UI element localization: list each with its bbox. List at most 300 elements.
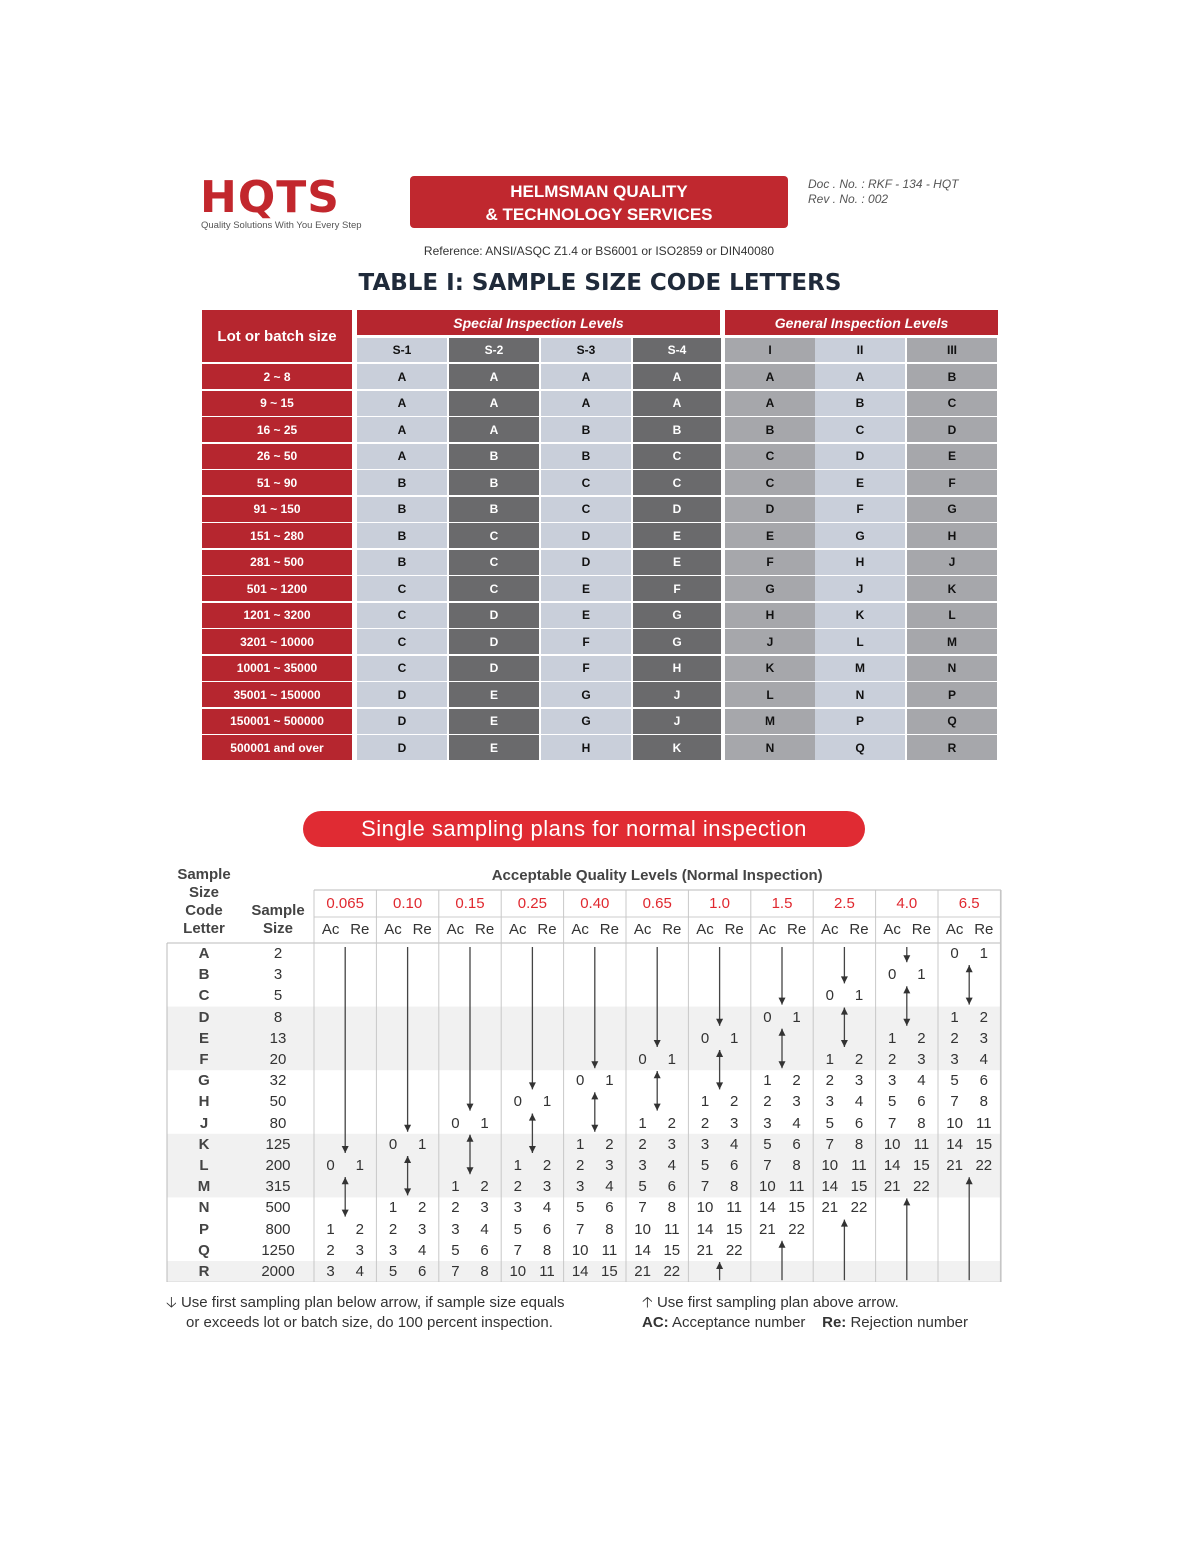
code-letter-cell: A — [633, 391, 721, 416]
code-letter-cell: F — [725, 550, 815, 575]
single-sampling-title: Single sampling plans for normal inspection — [303, 811, 865, 847]
acceptance-number: 3 — [825, 1093, 834, 1111]
sample-size-cell: 3 — [273, 966, 283, 984]
acceptance-number: 0 — [888, 966, 897, 984]
lot-size-cell: 10001 ~ 35000 — [202, 656, 352, 681]
re-column-header: Re — [974, 921, 994, 938]
acceptance-number: 10 — [509, 1263, 527, 1280]
acceptance-number: 5 — [700, 1157, 710, 1174]
acceptance-number: 3 — [888, 1072, 897, 1090]
acceptance-number: 3 — [513, 1199, 522, 1217]
re-column-header: Re — [599, 921, 619, 938]
code-letter-b: B — [198, 966, 210, 984]
rev-number: Rev . No. : 002 — [808, 192, 889, 206]
lot-size-cell: 150001 ~ 500000 — [202, 709, 352, 734]
rejection-number: 4 — [542, 1199, 552, 1217]
rejection-number: 6 — [542, 1220, 552, 1238]
rejection-number: 15 — [913, 1157, 930, 1174]
code-letter-a: A — [198, 945, 210, 962]
table1-title: TABLE I: SAMPLE SIZE CODE LETTERS — [358, 270, 842, 296]
acceptance-number: 7 — [950, 1093, 959, 1111]
rejection-number: 3 — [854, 1072, 864, 1090]
rejection-number: 8 — [480, 1263, 489, 1280]
rejection-number: 1 — [542, 1093, 552, 1111]
code-letter-cell: E — [449, 709, 539, 734]
down-arrow-icon — [966, 998, 973, 1005]
down-arrow-icon — [467, 1104, 474, 1111]
acceptance-number: 3 — [638, 1157, 647, 1174]
code-letter-header: Letter — [183, 920, 225, 937]
code-letter-cell: C — [357, 629, 447, 654]
aql-level-1.5: 1.5 — [771, 895, 793, 912]
acceptance-number: 3 — [451, 1220, 460, 1238]
rejection-number: 4 — [480, 1220, 489, 1238]
re-column-header: Re — [475, 921, 495, 938]
code-letter-header: Code — [185, 902, 223, 919]
sample-size-cell: 20 — [269, 1051, 287, 1068]
lot-size-cell: 281 ~ 500 — [202, 550, 352, 575]
code-letter-cell: D — [449, 629, 539, 654]
acceptance-number: 21 — [946, 1157, 963, 1174]
code-letter-cell: D — [357, 735, 447, 760]
code-letter-cell: B — [357, 550, 447, 575]
aql-level-0.40: 0.40 — [580, 895, 610, 912]
rejection-number: 15 — [850, 1178, 868, 1196]
code-letter-cell: A — [357, 391, 447, 416]
aql-header: Acceptable Quality Levels (Normal Inspection) — [491, 867, 823, 884]
code-letter-cell: E — [541, 576, 631, 601]
ac-column-header: Ac — [633, 921, 652, 938]
acceptance-number: 3 — [326, 1263, 335, 1280]
re-column-header: Re — [350, 921, 370, 938]
rejection-number: 2 — [730, 1093, 739, 1111]
level-header-i: I — [725, 338, 815, 362]
level-header-s-2: S-2 — [449, 338, 539, 362]
acceptance-number: 3 — [576, 1178, 585, 1196]
up-arrow-note: Use first sampling plan above arrow. — [656, 1294, 899, 1311]
ac-column-header: Ac — [571, 921, 589, 938]
code-letter-cell: A — [357, 444, 447, 469]
rejection-number: 1 — [418, 1135, 427, 1153]
down-arrow-icon — [591, 1125, 598, 1132]
rejection-number: 11 — [663, 1220, 680, 1238]
code-letter-cell: A — [541, 364, 631, 389]
code-letter-cell: A — [725, 391, 815, 416]
ac-column-header: Ac — [696, 921, 714, 938]
code-letter-cell: C — [633, 444, 721, 469]
rejection-number: 3 — [730, 1114, 739, 1132]
acceptance-number: 5 — [513, 1220, 522, 1238]
re-column-header: Re — [537, 921, 557, 938]
rejection-number: 2 — [605, 1135, 614, 1153]
acceptance-number: 10 — [883, 1135, 901, 1153]
acceptance-number: 2 — [888, 1051, 897, 1068]
code-letter-cell: B — [815, 391, 905, 416]
down-arrow-icon — [841, 976, 848, 983]
re-column-header: Re — [412, 921, 432, 938]
acceptance-number: 5 — [888, 1093, 897, 1111]
code-letter-r: R — [198, 1263, 210, 1280]
level-header-iii: III — [907, 338, 997, 362]
lot-size-cell: 9 ~ 15 — [202, 391, 352, 416]
lot-size-cell: 26 ~ 50 — [202, 444, 352, 469]
sample-size-header: Size — [262, 920, 293, 937]
company-logo: HQTS — [200, 172, 340, 223]
acceptance-number: 0 — [638, 1051, 647, 1068]
sample-size-cell: 5 — [273, 987, 283, 1005]
code-letter-cell: D — [907, 417, 997, 442]
acceptance-number: 2 — [950, 1029, 959, 1047]
rejection-number: 3 — [979, 1029, 988, 1047]
code-letter-cell: K — [907, 576, 997, 601]
rejection-number: 11 — [913, 1135, 930, 1153]
code-letter-cell: K — [815, 603, 905, 628]
rejection-number: 4 — [917, 1072, 926, 1090]
down-arrow-icon — [903, 955, 910, 962]
single-sampling-table — [166, 862, 1006, 1282]
code-letter-cell: P — [907, 682, 997, 707]
code-letter-cell: H — [725, 603, 815, 628]
rejection-number: 22 — [913, 1178, 930, 1196]
rejection-number: 1 — [730, 1029, 739, 1047]
code-letter-cell: J — [725, 629, 815, 654]
code-letter-cell: A — [633, 364, 721, 389]
code-letter-cell: D — [357, 709, 447, 734]
code-letter-n: N — [198, 1199, 210, 1217]
rejection-number: 1 — [979, 945, 988, 962]
code-letter-cell: B — [725, 417, 815, 442]
down-arrow-icon — [529, 1082, 536, 1089]
code-letter-cell: H — [907, 523, 997, 548]
ac-column-header: Ac — [945, 921, 964, 938]
sample-size-cell: 2000 — [261, 1263, 295, 1280]
code-letter-cell: Q — [907, 709, 997, 734]
rejection-number: 6 — [979, 1072, 988, 1090]
code-letter-cell: J — [633, 682, 721, 707]
down-arrow-icon — [342, 1210, 349, 1217]
lot-size-cell: 151 ~ 280 — [202, 523, 352, 548]
up-arrow-icon — [779, 1241, 786, 1248]
up-arrow-icon — [591, 1092, 598, 1099]
re-key: Re: — [822, 1314, 847, 1331]
rejection-number: 4 — [792, 1114, 801, 1132]
lot-size-cell: 16 ~ 25 — [202, 417, 352, 442]
ac-column-header: Ac — [321, 921, 340, 938]
sample-size-cell: 13 — [269, 1029, 287, 1047]
up-arrow-icon — [903, 986, 910, 993]
rejection-number: 8 — [730, 1178, 739, 1196]
company-name-line2: & TECHNOLOGY SERVICES — [485, 205, 713, 224]
rejection-number: 6 — [854, 1114, 864, 1132]
rejection-number: 4 — [605, 1178, 614, 1196]
code-letter-cell: D — [815, 444, 905, 469]
doc-number: Doc . No. : RKF - 134 - HQT — [808, 177, 959, 191]
rejection-number: 22 — [663, 1263, 681, 1280]
acceptance-number: 0 — [451, 1114, 460, 1132]
code-letter-cell: J — [633, 709, 721, 734]
code-letter-cell: C — [449, 576, 539, 601]
code-letter-cell: M — [815, 656, 905, 681]
aql-level-0.15: 0.15 — [455, 895, 485, 912]
rejection-number: 2 — [667, 1114, 676, 1132]
acceptance-number: 5 — [950, 1072, 959, 1090]
acceptance-number: 21 — [821, 1199, 839, 1217]
code-letter-cell: C — [815, 417, 905, 442]
code-letter-cell: C — [357, 603, 447, 628]
down-arrow-note-line2: or exceeds lot or batch size, do 100 percent inspection. — [186, 1314, 553, 1331]
rejection-number: 2 — [480, 1178, 489, 1196]
rejection-number: 3 — [480, 1199, 489, 1217]
code-letter-cell: F — [907, 470, 997, 495]
acceptance-number: 1 — [638, 1114, 647, 1132]
acceptance-number: 5 — [825, 1114, 834, 1132]
acceptance-number: 5 — [576, 1199, 585, 1217]
aql-level-1.0: 1.0 — [709, 895, 731, 912]
sample-size-cell: 315 — [265, 1178, 291, 1196]
sample-size-cell: 8 — [273, 1008, 283, 1026]
rejection-number: 4 — [730, 1135, 739, 1153]
sample-size-cell: 2 — [273, 945, 283, 962]
rejection-number: 15 — [725, 1220, 743, 1238]
aql-level-0.25: 0.25 — [517, 895, 547, 912]
code-letter-cell: B — [449, 470, 539, 495]
code-letter-cell: R — [907, 735, 997, 760]
rejection-number: 1 — [355, 1157, 364, 1174]
code-letter-cell: D — [449, 656, 539, 681]
code-letter-h: H — [198, 1093, 210, 1111]
down-arrow-icon — [654, 1104, 661, 1111]
ac-column-header: Ac — [384, 921, 402, 938]
sample-size-code-table — [202, 310, 998, 759]
acceptance-number: 21 — [634, 1263, 651, 1280]
up-arrow-icon — [841, 1220, 848, 1227]
down-arrow-icon — [716, 1082, 723, 1089]
re-column-header: Re — [911, 921, 931, 938]
rejection-number: 4 — [355, 1263, 364, 1280]
code-letter-cell: B — [907, 364, 997, 389]
rejection-number: 8 — [979, 1093, 988, 1111]
code-letter-cell: B — [449, 497, 539, 522]
rejection-number: 3 — [667, 1135, 676, 1153]
code-letter-cell: B — [357, 470, 447, 495]
code-letter-cell: E — [725, 523, 815, 548]
lot-size-cell: 3201 ~ 10000 — [202, 629, 352, 654]
acceptance-number: 1 — [825, 1051, 834, 1068]
code-letter-cell: E — [907, 444, 997, 469]
code-letter-d: D — [198, 1008, 210, 1026]
acceptance-number: 2 — [576, 1157, 585, 1174]
code-letter-f: F — [199, 1051, 209, 1068]
rejection-number: 22 — [725, 1241, 743, 1259]
lot-size-cell: 35001 ~ 150000 — [202, 682, 352, 707]
code-letter-cell: A — [449, 417, 539, 442]
code-letter-cell: B — [357, 497, 447, 522]
acceptance-number: 2 — [638, 1135, 647, 1153]
rejection-number: 8 — [917, 1114, 926, 1132]
rejection-number: 2 — [418, 1199, 427, 1217]
sample-size-header: Sample — [251, 902, 305, 919]
rejection-number: 1 — [667, 1051, 676, 1068]
code-letter-cell: F — [633, 576, 721, 601]
sample-size-cell: 80 — [269, 1114, 287, 1132]
company-name-line1: HELMSMAN QUALITY — [510, 182, 688, 201]
acceptance-number: 1 — [388, 1199, 398, 1217]
up-arrow-icon — [529, 1114, 536, 1121]
code-letter-cell: N — [815, 682, 905, 707]
code-letter-k: K — [198, 1135, 210, 1153]
level-header-ii: II — [815, 338, 905, 362]
acceptance-number: 2 — [825, 1072, 834, 1090]
rejection-number: 11 — [851, 1157, 867, 1174]
rejection-number: 8 — [667, 1199, 676, 1217]
acceptance-number: 7 — [825, 1135, 834, 1153]
rejection-number: 15 — [788, 1199, 805, 1217]
acceptance-number: 14 — [821, 1178, 839, 1196]
lot-size-header: Lot or batch size — [202, 310, 352, 362]
down-arrow-icon: 🡣 — [166, 1294, 177, 1311]
up-arrow-icon — [966, 965, 973, 972]
code-letter-e: E — [198, 1029, 209, 1047]
code-letter-cell: E — [633, 550, 721, 575]
code-letter-cell: M — [725, 709, 815, 734]
code-letter-cell: C — [357, 656, 447, 681]
acceptance-number: 14 — [759, 1199, 776, 1217]
acceptance-number: 3 — [950, 1051, 959, 1068]
acceptance-number: 7 — [451, 1263, 460, 1280]
code-letter-cell: D — [449, 603, 539, 628]
rejection-number: 1 — [854, 987, 864, 1005]
acceptance-number: 21 — [759, 1220, 776, 1238]
code-letter-cell: B — [357, 523, 447, 548]
re-desc: Rejection number — [850, 1314, 969, 1331]
acceptance-number: 21 — [696, 1241, 714, 1259]
code-letter-cell: N — [907, 656, 997, 681]
acceptance-number: 2 — [700, 1114, 710, 1132]
rejection-number: 6 — [792, 1135, 801, 1153]
re-column-header: Re — [662, 921, 682, 938]
level-header-s-4: S-4 — [633, 338, 721, 362]
code-letter-cell: A — [449, 391, 539, 416]
acceptance-number: 5 — [451, 1241, 460, 1259]
aql-level-0.065: 0.065 — [326, 895, 364, 912]
rejection-number: 6 — [605, 1199, 614, 1217]
code-letter-cell: H — [633, 656, 721, 681]
re-column-header: Re — [849, 921, 869, 938]
document-info — [808, 177, 958, 207]
code-letter-j: J — [199, 1114, 209, 1132]
rejection-number: 3 — [418, 1220, 427, 1238]
general-levels-header: General Inspection Levels — [725, 310, 998, 335]
rejection-number: 3 — [917, 1051, 926, 1068]
ac-column-header: Ac — [446, 921, 465, 938]
acceptance-number: 7 — [763, 1157, 772, 1174]
rejection-number: 11 — [726, 1199, 742, 1217]
rejection-number: 1 — [917, 966, 926, 984]
acceptance-number: 0 — [825, 987, 834, 1005]
code-letter-cell: B — [541, 417, 631, 442]
special-levels-header: Special Inspection Levels — [357, 310, 720, 335]
code-letter-header: Size — [188, 884, 219, 901]
code-letter-cell: B — [633, 417, 721, 442]
up-arrow-icon — [654, 1071, 661, 1078]
acceptance-number: 1 — [326, 1220, 335, 1238]
rejection-number: 6 — [480, 1241, 489, 1259]
rejection-number: 8 — [854, 1135, 864, 1153]
acceptance-number: 5 — [638, 1178, 647, 1196]
acceptance-number: 10 — [759, 1178, 776, 1196]
logo-tagline: Quality Solutions With You Every Step — [201, 220, 362, 231]
code-letter-cell: A — [449, 364, 539, 389]
rejection-number: 6 — [667, 1178, 676, 1196]
rejection-number: 4 — [418, 1241, 427, 1259]
code-letter-c: C — [198, 987, 210, 1005]
code-letter-cell: D — [357, 682, 447, 707]
level-header-s-1: S-1 — [357, 338, 447, 362]
rejection-number: 11 — [539, 1263, 555, 1280]
acceptance-number: 10 — [696, 1199, 714, 1217]
code-letter-cell: C — [541, 497, 631, 522]
rejection-number: 4 — [667, 1157, 676, 1174]
acceptance-number: 14 — [883, 1157, 901, 1174]
rejection-number: 11 — [601, 1241, 618, 1259]
acceptance-number: 1 — [576, 1135, 585, 1153]
acceptance-number: 0 — [576, 1072, 585, 1090]
rejection-number: 3 — [792, 1093, 801, 1111]
lot-size-cell: 2 ~ 8 — [202, 364, 352, 389]
code-letter-cell: A — [357, 417, 447, 442]
rejection-number: 15 — [663, 1241, 681, 1259]
code-letter-q: Q — [198, 1241, 210, 1259]
rejection-number: 11 — [975, 1114, 992, 1132]
code-letter-header: Sample — [177, 866, 231, 883]
code-letter-cell: H — [541, 735, 631, 760]
down-arrow-icon — [779, 998, 786, 1005]
rejection-number: 11 — [788, 1178, 805, 1196]
code-letter-cell: E — [449, 735, 539, 760]
acceptance-number: 0 — [950, 945, 959, 962]
acceptance-number: 7 — [513, 1241, 522, 1259]
sample-size-cell: 800 — [265, 1220, 291, 1238]
lot-size-cell: 51 ~ 90 — [202, 470, 352, 495]
code-letter-cell: G — [541, 682, 631, 707]
code-letter-cell: C — [541, 470, 631, 495]
code-letter-cell: C — [633, 470, 721, 495]
down-arrow-icon — [404, 1125, 411, 1132]
acceptance-number: 3 — [700, 1135, 710, 1153]
code-letter-cell: Q — [815, 735, 905, 760]
acceptance-number: 2 — [763, 1093, 772, 1111]
rejection-number: 2 — [917, 1029, 926, 1047]
rejection-number: 4 — [854, 1093, 864, 1111]
code-letter-cell: E — [541, 603, 631, 628]
code-letter-cell: G — [907, 497, 997, 522]
acceptance-number: 0 — [700, 1029, 710, 1047]
code-letter-cell: J — [907, 550, 997, 575]
aql-level-6.5: 6.5 — [958, 895, 980, 912]
code-letter-cell: F — [815, 497, 905, 522]
code-letter-cell: L — [725, 682, 815, 707]
acceptance-number: 14 — [696, 1220, 714, 1238]
acceptance-number: 5 — [763, 1135, 772, 1153]
acceptance-number: 5 — [388, 1263, 398, 1280]
code-letter-cell: K — [633, 735, 721, 760]
code-letter-cell: J — [815, 576, 905, 601]
acceptance-number: 0 — [763, 1008, 772, 1026]
acceptance-number: 10 — [634, 1220, 651, 1238]
aql-level-0.10: 0.10 — [392, 895, 423, 912]
acceptance-number: 21 — [883, 1178, 901, 1196]
level-header-s-3: S-3 — [541, 338, 631, 362]
